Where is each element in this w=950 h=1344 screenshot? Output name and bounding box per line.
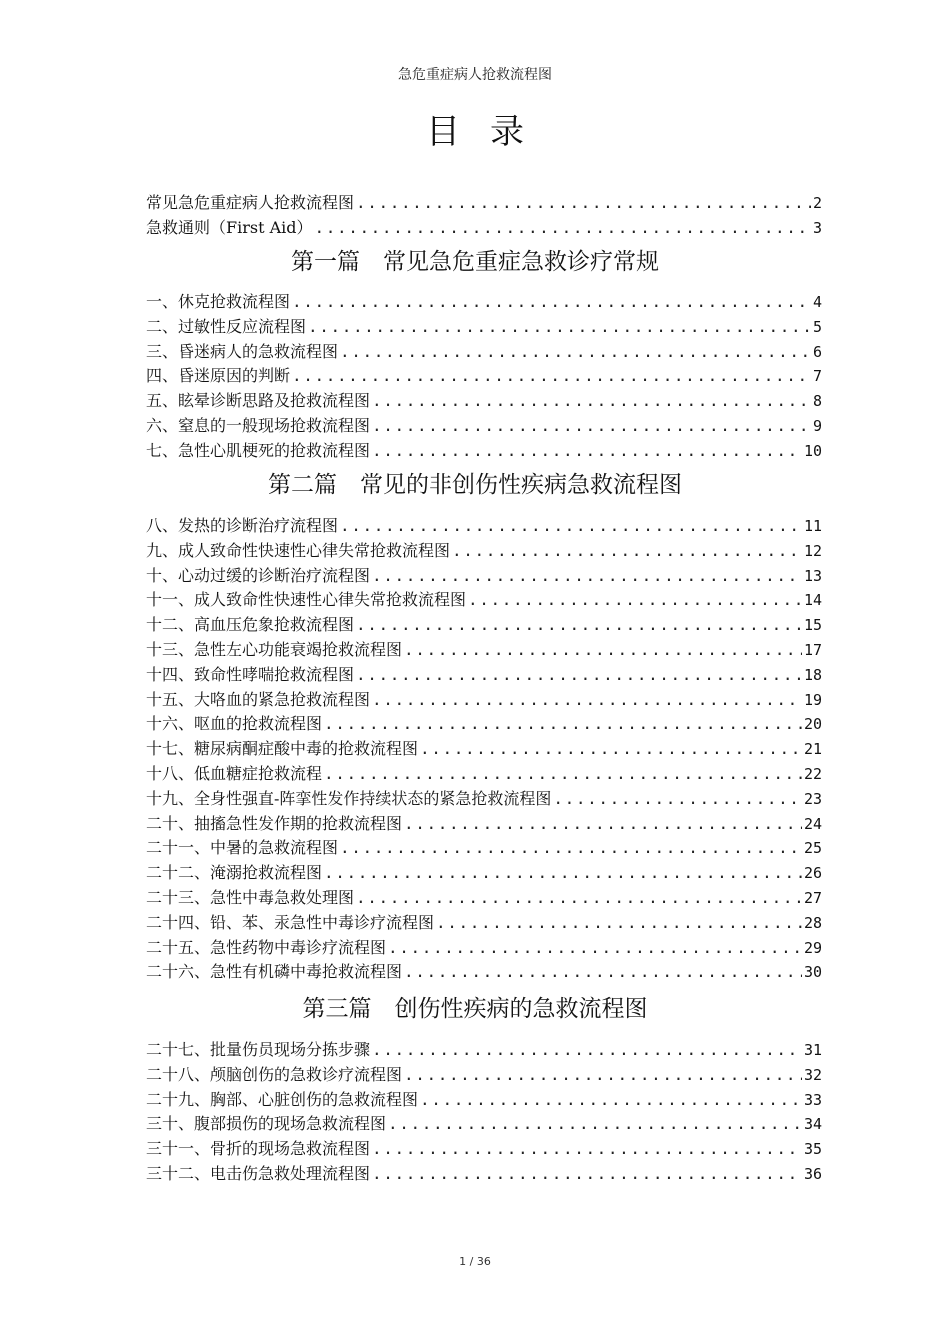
toc-entry[interactable] xyxy=(146,513,822,538)
toc-entry-label: 二十八、颅脑创伤的急救诊疗流程图 xyxy=(146,1064,403,1084)
toc-entry-label: 六、窒息的一般现场抢救流程图 xyxy=(146,415,371,435)
dot-leader xyxy=(553,789,802,808)
toc-entry-label: 四、昏迷原因的判断 xyxy=(146,366,291,386)
toc-entry-label: 三十一、骨折的现场急救流程图 xyxy=(146,1139,371,1159)
toc-entry[interactable] xyxy=(146,538,822,563)
toc-entry[interactable] xyxy=(146,388,822,413)
toc-entry-page: 7 xyxy=(812,367,822,386)
dot-leader xyxy=(436,913,802,932)
dot-leader xyxy=(372,690,802,709)
toc-entry[interactable] xyxy=(146,637,822,662)
toc-entry-label: 二十七、批量伤员现场分拣步骤 xyxy=(146,1040,371,1059)
dot-leader xyxy=(372,1040,802,1059)
toc-entry[interactable] xyxy=(146,587,822,612)
toc-entry-page: 14 xyxy=(803,591,822,610)
dot-leader xyxy=(372,1139,802,1158)
toc-entry-page: 36 xyxy=(803,1164,822,1183)
toc-entry-page: 31 xyxy=(803,1041,822,1059)
toc-entry[interactable] xyxy=(146,860,822,885)
dot-leader xyxy=(388,1114,802,1133)
toc-entry-page: 10 xyxy=(803,441,822,460)
toc-entry-page: 17 xyxy=(803,640,822,659)
toc-entry-label: 十四、致命性哮喘抢救流程图 xyxy=(146,664,355,684)
toc-entry[interactable] xyxy=(146,959,822,984)
dot-leader xyxy=(372,391,811,410)
toc-entry-label: 七、急性心肌梗死的抢救流程图 xyxy=(146,440,371,460)
toc-entry[interactable] xyxy=(146,811,822,836)
toc-entry-page: 18 xyxy=(803,665,822,684)
toc-entry[interactable] xyxy=(146,761,822,786)
toc-entry-page: 9 xyxy=(812,416,822,435)
toc-entry-label: 八、发热的诊断治疗流程图 xyxy=(146,516,339,535)
dot-leader xyxy=(420,1090,802,1109)
toc-entry-label: 二十三、急性中毒急救处理图 xyxy=(146,887,355,907)
dot-leader xyxy=(324,714,802,733)
dot-leader xyxy=(356,193,811,212)
toc-entry-label: 二十一、中暑的急救流程图 xyxy=(146,838,339,858)
toc-entry-page: 8 xyxy=(812,392,822,411)
toc-entry[interactable] xyxy=(146,935,822,960)
toc-entry-label: 一、休克抢救流程图 xyxy=(146,292,291,311)
toc-entry-page: 15 xyxy=(803,616,822,635)
toc-entry[interactable] xyxy=(146,413,822,438)
toc-entry[interactable] xyxy=(146,1062,822,1087)
toc-entry-label: 十、心动过缓的诊断治疗流程图 xyxy=(146,565,371,585)
toc-entry[interactable] xyxy=(146,786,822,811)
toc-entry-page: 5 xyxy=(812,317,822,336)
toc-entry[interactable] xyxy=(146,1161,822,1186)
dot-leader xyxy=(324,863,802,882)
dot-leader xyxy=(356,665,802,684)
dot-leader xyxy=(388,938,802,957)
toc-entry-page: 20 xyxy=(803,715,822,734)
toc-entry[interactable] xyxy=(146,339,822,364)
dot-leader xyxy=(356,615,802,634)
toc-entry[interactable] xyxy=(146,736,822,761)
toc-entry-label: 三十二、电击伤急救处理流程图 xyxy=(146,1163,371,1183)
toc-entry[interactable] xyxy=(146,1087,822,1112)
toc-entry-label: 二、过敏性反应流程图 xyxy=(146,316,307,336)
dot-leader xyxy=(404,1065,802,1084)
toc-entry-page: 13 xyxy=(803,566,822,585)
toc-entry-page: 26 xyxy=(803,864,822,883)
toc-entry-label: 二十九、胸部、心脏创伤的急救流程图 xyxy=(146,1089,419,1109)
page-indicator: 1 / 36 xyxy=(459,1255,491,1268)
toc-entry-page: 12 xyxy=(803,541,822,560)
dot-leader xyxy=(292,366,811,385)
dot-leader xyxy=(372,441,802,460)
toc-entry-page: 23 xyxy=(803,789,822,808)
toc-entry-page: 29 xyxy=(803,938,822,957)
toc-entry-label: 五、眩晕诊断思路及抢救流程图 xyxy=(146,391,371,411)
toc-entry[interactable] xyxy=(146,612,822,637)
toc-entry-label: 二十五、急性药物中毒诊疗流程图 xyxy=(146,937,387,957)
toc-entry-page: 4 xyxy=(812,293,822,311)
toc-entry-page: 3 xyxy=(812,218,822,237)
dot-leader xyxy=(372,416,811,435)
dot-leader xyxy=(404,814,802,833)
dot-leader xyxy=(356,888,802,907)
toc-intro xyxy=(146,190,822,240)
part-heading-1: 第一篇 常见急危重症急救诊疗常规 xyxy=(291,249,659,275)
toc-entry-page: 21 xyxy=(803,740,822,759)
part-heading-3: 第三篇 创伤性疾病的急救流程图 xyxy=(302,996,648,1022)
toc-part-3 xyxy=(146,1037,822,1186)
dot-leader xyxy=(340,516,802,535)
toc-entry-page: 30 xyxy=(803,963,822,982)
toc-entry[interactable] xyxy=(146,910,822,935)
page-title: 目录 xyxy=(426,112,554,152)
dot-leader xyxy=(292,292,811,311)
toc-entry-label: 十一、成人致命性快速性心律失常抢救流程图 xyxy=(146,590,467,610)
toc-entry-page: 34 xyxy=(803,1115,822,1134)
toc-entry-page: 24 xyxy=(803,814,822,833)
toc-part-2 xyxy=(146,513,822,984)
toc-entry-page: 35 xyxy=(803,1140,822,1159)
toc-entry[interactable] xyxy=(146,711,822,736)
toc-entry-page: 33 xyxy=(803,1090,822,1109)
toc-entry-label: 二十二、淹溺抢救流程图 xyxy=(146,863,323,883)
toc-entry-label: 九、成人致命性快速性心律失常抢救流程图 xyxy=(146,540,451,560)
toc-entry-page: 11 xyxy=(803,517,822,535)
dot-leader xyxy=(372,566,802,585)
toc-entry[interactable] xyxy=(146,835,822,860)
dot-leader xyxy=(340,342,811,361)
dot-leader xyxy=(372,1164,802,1183)
dot-leader xyxy=(420,739,802,758)
toc-entry-label: 十三、急性左心功能衰竭抢救流程图 xyxy=(146,639,403,659)
toc-entry-page: 25 xyxy=(803,839,822,858)
toc-entry[interactable] xyxy=(146,438,822,463)
toc-entry-label: 十八、低血糖症抢救流程 xyxy=(146,763,323,783)
toc-entry[interactable] xyxy=(146,1037,822,1062)
toc-entry-label: 十六、呕血的抢救流程图 xyxy=(146,714,323,734)
toc-entry[interactable] xyxy=(146,314,822,339)
toc-entry-label: 十七、糖尿病酮症酸中毒的抢救流程图 xyxy=(146,739,419,759)
dot-leader xyxy=(324,764,802,783)
toc-entry[interactable] xyxy=(146,1136,822,1161)
toc-entry-page: 2 xyxy=(812,194,822,212)
dot-leader xyxy=(468,590,802,609)
toc-entry-page: 27 xyxy=(803,888,822,907)
toc-entry-label: 急救通则（First Aid） xyxy=(146,217,313,237)
dot-leader xyxy=(308,317,811,336)
dot-leader xyxy=(452,541,802,560)
toc-entry[interactable] xyxy=(146,662,822,687)
dot-leader xyxy=(404,962,802,981)
running-header: 急危重症病人抢救流程图 xyxy=(398,67,552,83)
toc-entry[interactable] xyxy=(146,190,822,215)
toc-entry-label: 十五、大咯血的紧急抢救流程图 xyxy=(146,689,371,709)
dot-leader xyxy=(315,218,811,237)
toc-entry-label: 常见急危重症病人抢救流程图 xyxy=(146,193,355,212)
toc-entry-label: 十二、高血压危象抢救流程图 xyxy=(146,615,355,635)
toc-entry-page: 28 xyxy=(803,913,822,932)
toc-entry[interactable] xyxy=(146,885,822,910)
toc-entry-label: 三十、腹部损伤的现场急救流程图 xyxy=(146,1114,387,1134)
toc-entry[interactable] xyxy=(146,687,822,712)
toc-entry-page: 22 xyxy=(803,764,822,783)
toc-entry[interactable] xyxy=(146,563,822,588)
toc-entry[interactable] xyxy=(146,1111,822,1136)
toc-entry[interactable] xyxy=(146,289,822,314)
dot-leader xyxy=(340,838,802,857)
part-heading-2: 第二篇 常见的非创伤性疾病急救流程图 xyxy=(268,472,682,498)
toc-entry-page: 19 xyxy=(803,690,822,709)
toc-entry[interactable] xyxy=(146,215,822,240)
toc-entry-page: 32 xyxy=(803,1065,822,1084)
dot-leader xyxy=(404,640,802,659)
toc-part-1 xyxy=(146,289,822,463)
toc-entry-page: 6 xyxy=(812,342,822,361)
toc-entry-label: 二十四、铅、苯、汞急性中毒诊疗流程图 xyxy=(146,912,435,932)
toc-entry-label: 二十、抽搐急性发作期的抢救流程图 xyxy=(146,813,403,833)
toc-entry[interactable] xyxy=(146,363,822,388)
toc-entry-label: 三、昏迷病人的急救流程图 xyxy=(146,341,339,361)
toc-entry-label: 十九、全身性强直-阵挛性发作持续状态的紧急抢救流程图 xyxy=(146,788,552,808)
toc-entry-label: 二十六、急性有机磷中毒抢救流程图 xyxy=(146,962,403,982)
